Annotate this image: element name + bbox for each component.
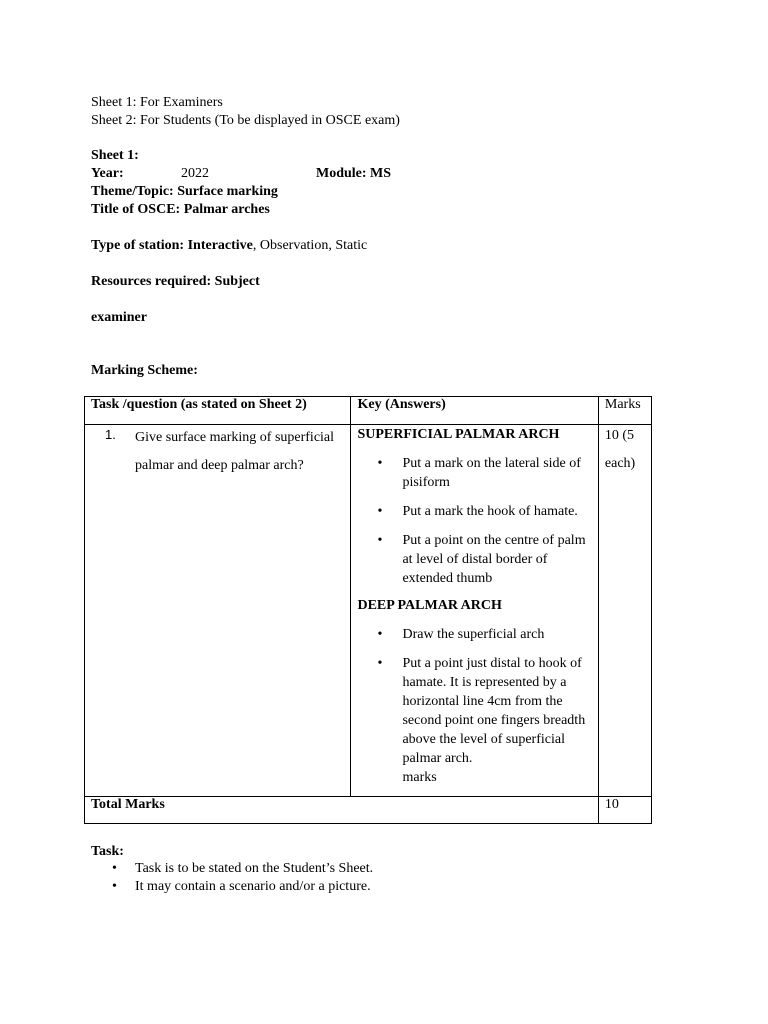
resources-continued: examiner <box>91 310 147 325</box>
superficial-heading: SUPERFICIAL PALMAR ARCH <box>357 427 560 442</box>
table-header-row <box>85 397 652 425</box>
total-row <box>85 797 652 824</box>
superficial-list <box>357 454 591 588</box>
header-key: Key (Answers) <box>351 397 598 425</box>
list-item: • Task is to be stated on the Student’s Sheet. <box>112 861 374 876</box>
module-label: Module: MS <box>316 166 392 181</box>
station-type-selected: Interactive <box>187 238 253 253</box>
deep-list <box>357 625 591 768</box>
list-item: • Put a point just distal to hook of hamate. It is represented by a horizontal line 4cm from the second point one fingers breadth above the level of superficial palmar arch. <box>377 656 586 766</box>
table-row <box>85 425 652 797</box>
sheet2-line: Sheet 2: For Students (To be displayed in OSCE exam) <box>91 113 400 128</box>
task-heading: Task: <box>91 844 124 859</box>
year-module-row <box>91 165 491 183</box>
question-text: Give surface marking of superficial palmar and deep palmar arch? <box>135 430 335 473</box>
station-type-others: , Observation, Static <box>252 238 368 253</box>
list-item: • It may contain a scenario and/or a picture. <box>112 879 371 894</box>
list-item: • Put a mark on the lateral side of pisiform <box>377 456 581 490</box>
station-type <box>91 237 367 255</box>
total-value: 10 <box>598 797 651 824</box>
marking-scheme-table <box>84 396 652 824</box>
header-task: Task /question (as stated on Sheet 2) <box>85 397 351 425</box>
resources-required: Resources required: Subject <box>91 274 260 289</box>
sheet1-line: Sheet 1: For Examiners <box>91 95 223 110</box>
theme-topic: Theme/Topic: Surface marking <box>91 184 278 199</box>
trailing-marks-text: marks <box>402 770 437 785</box>
marking-scheme-heading: Marking Scheme: <box>91 363 198 378</box>
year-value: 2022 <box>181 166 209 181</box>
year-label: Year: <box>91 166 124 181</box>
total-label: Total Marks <box>85 797 599 824</box>
question-cell <box>85 425 351 797</box>
header-marks: Marks <box>598 397 651 425</box>
list-item: • Put a mark the hook of hamate. <box>377 504 578 519</box>
osce-title: Title of OSCE: Palmar arches <box>91 202 270 217</box>
station-type-label: Type of station: <box>91 238 188 253</box>
marks-cell <box>598 425 651 797</box>
task-list <box>112 860 373 896</box>
list-item: • Put a point on the centre of palm at level of distal border of extended thumb <box>377 533 586 586</box>
deep-heading: DEEP PALMAR ARCH <box>357 598 502 613</box>
marks-value: 10 (5 each) <box>604 428 636 471</box>
list-item: • Draw the superficial arch <box>377 627 545 642</box>
sheet-label: Sheet 1: <box>91 148 139 163</box>
question-number: 1. <box>105 427 116 442</box>
answer-key-cell <box>351 425 598 797</box>
